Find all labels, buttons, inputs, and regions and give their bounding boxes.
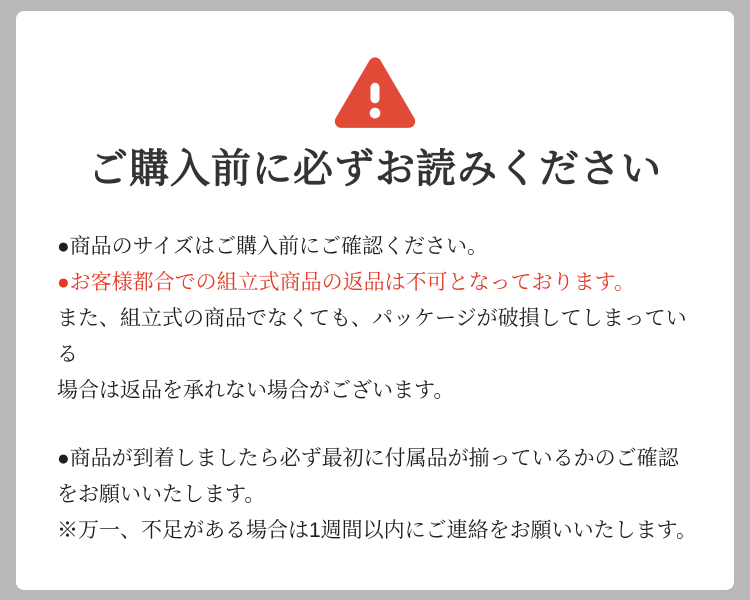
exclamation-bar	[370, 83, 379, 104]
notice-line-package-1: また、組立式の商品でなくても、パッケージが破損してしまっている	[57, 307, 687, 366]
notice-line-no-return: ●お客様都合での組立式商品の返品は不可となっております。	[57, 271, 636, 294]
notice-line-arrival-1: ●商品が到着しましたら必ず最初に付属品が揃っているかのご確認	[57, 447, 679, 470]
warning-triangle-icon	[334, 53, 416, 129]
notice-line-arrival-2: をお願いいたします。	[57, 483, 266, 506]
warning-triangle-svg	[334, 53, 416, 129]
notice-panel	[16, 11, 734, 590]
notice-paragraph-2	[57, 441, 706, 549]
page-title: ご購入前に必ずお読みください	[88, 147, 662, 191]
notice-line-contact: ※万一、不足がある場合は1週間以内にご連絡をお願いいたします。	[57, 519, 697, 542]
exclamation-dot	[370, 108, 381, 119]
notice-line-size: ●商品のサイズはご購入前にご確認ください。	[57, 235, 489, 258]
notice-paragraph-1	[57, 229, 706, 409]
notice-body	[16, 229, 734, 549]
notice-line-package-2: 場合は返品を承れない場合がございます。	[57, 379, 455, 402]
